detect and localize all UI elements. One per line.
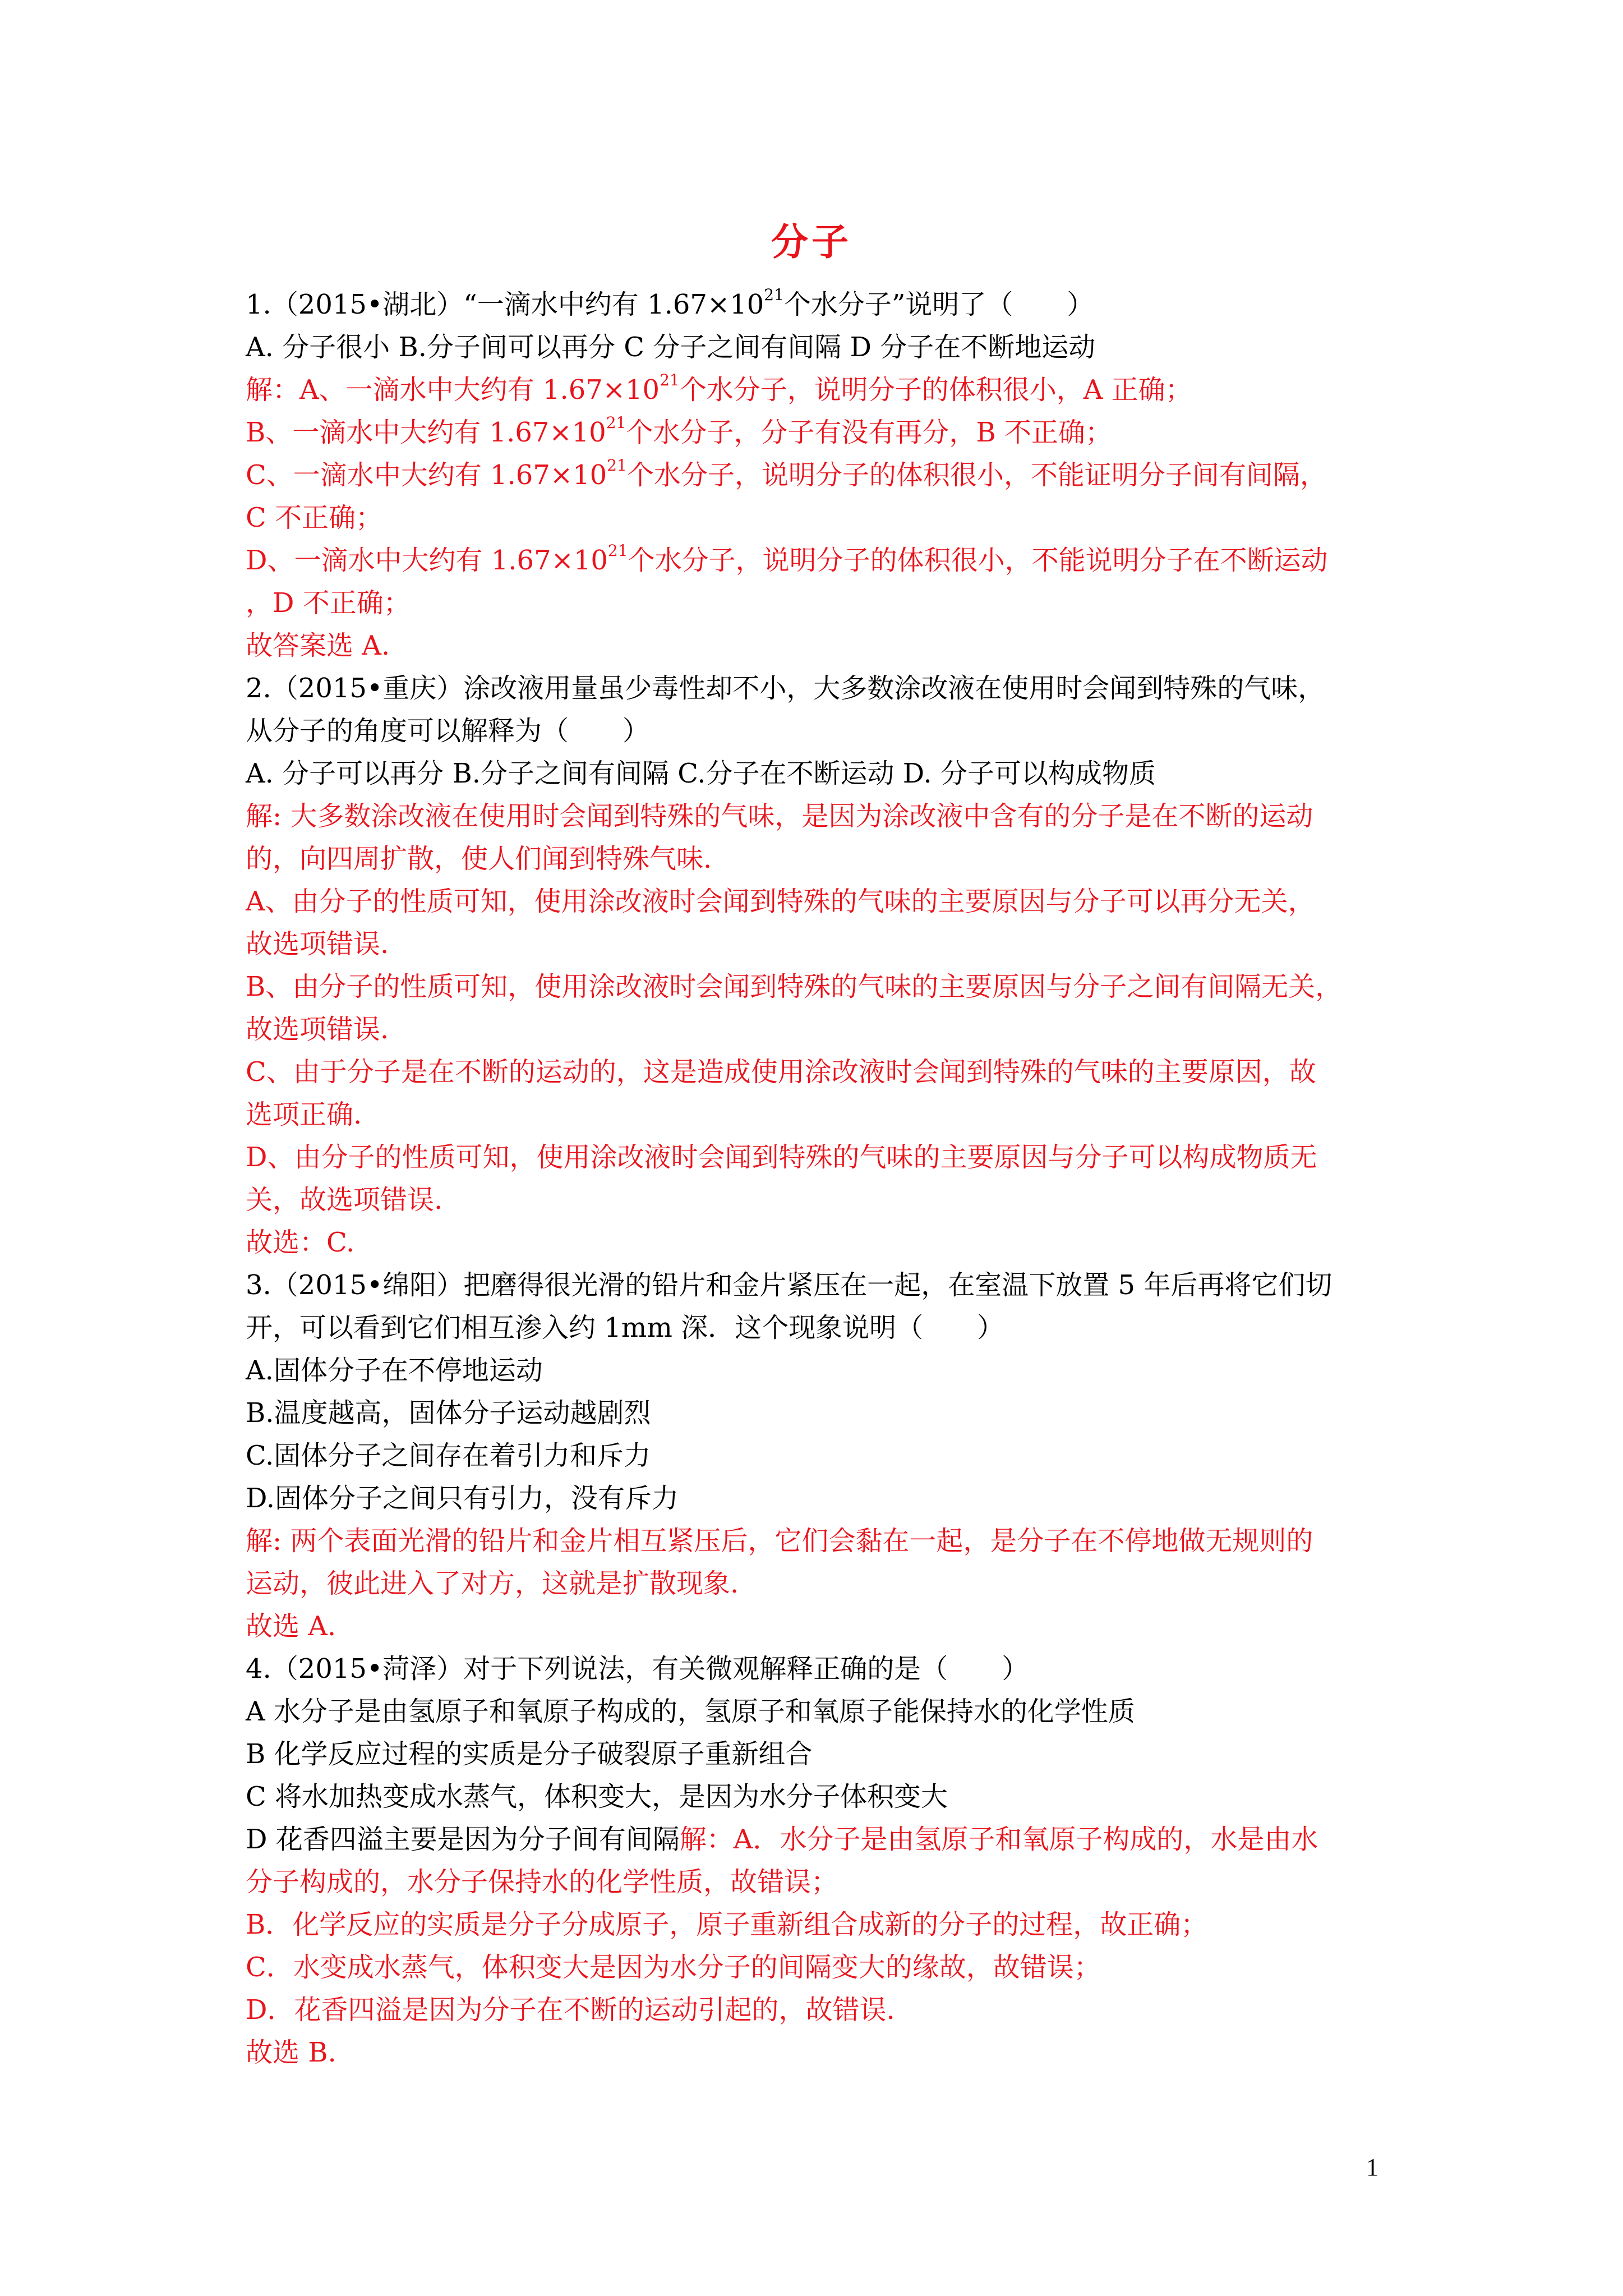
- text-line: [246, 1179, 1384, 1221]
- line-text: 2.（2015•重庆）涂改液用量虽少毒性却不小，大多数涂改液在使用时会闻到特殊的气味，: [246, 673, 1325, 704]
- text-line: [246, 1051, 1384, 1093]
- line-text-continued: 个水分子，说明分子的体积很小，不能说明分子在不断运动: [628, 545, 1328, 576]
- text-line: [246, 1008, 1384, 1051]
- line-text: C 不正确；: [246, 502, 382, 533]
- line-text: 分子构成的，水分子保持水的化学性质，故错误；: [246, 1866, 838, 1898]
- text-line: [246, 880, 1384, 923]
- line-text-continued: 个水分子，分子有没有再分，B 不正确；: [626, 417, 1112, 448]
- text-line: [246, 1306, 1384, 1349]
- text-line: [246, 923, 1384, 965]
- line-text: 故答案选 A.: [246, 630, 390, 661]
- line-text: 故选项错误.: [246, 1014, 389, 1045]
- text-line: [246, 326, 1384, 369]
- line-text: 4.（2015•菏泽）对于下列说法，有关微观解释正确的是（ ）: [246, 1653, 1029, 1685]
- text-line: [246, 283, 1384, 326]
- line-text: B、一滴水中大约有 1.67×10: [246, 417, 606, 448]
- line-text: 的，向四周扩散，使人们闻到特殊气味.: [246, 843, 712, 875]
- text-line: [246, 582, 1384, 624]
- exponent: 21: [764, 286, 784, 305]
- line-text: C.固体分子之间存在着引力和斥力: [246, 1440, 651, 1471]
- text-line: [246, 1648, 1384, 1690]
- text-line: [246, 795, 1384, 838]
- line-text: C、由于分子是在不断的运动的，这是造成使用涂改液时会闻到特殊的气味的主要原因，故: [246, 1056, 1316, 1088]
- text-line: [246, 838, 1384, 880]
- line-text: D.固体分子之间只有引力，没有斥力: [246, 1483, 679, 1514]
- line-text: A 水分子是由氢原子和氧原子构成的，氢原子和氧原子能保持水的化学性质: [246, 1696, 1135, 1727]
- line-text: 选项正确.: [246, 1099, 362, 1130]
- text-line: [246, 1434, 1384, 1477]
- text-line: [246, 1264, 1384, 1306]
- text-line: [246, 1946, 1384, 1989]
- line-text: 故选项错误.: [246, 928, 389, 960]
- text-line: [246, 1562, 1384, 1605]
- text-line: [246, 2031, 1384, 2074]
- text-line: [246, 539, 1384, 582]
- text-line: [246, 496, 1384, 539]
- line-text-continued: 个水分子，说明分子的体积很小，A 正确；: [679, 374, 1192, 406]
- exponent: 21: [607, 541, 628, 560]
- exponent: 21: [606, 413, 626, 432]
- text-line: [246, 710, 1384, 752]
- line-text: A. 分子可以再分 B.分子之间有间隔 C.分子在不断运动 D. 分子可以构成物质: [246, 758, 1156, 789]
- line-text: 从分子的角度可以解释为（ ）: [246, 715, 650, 747]
- text-line: [246, 1605, 1384, 1648]
- line-text: 开，可以看到它们相互渗入约 1mm 深．这个现象说明（ ）: [246, 1312, 1004, 1343]
- line-text-continued: 个水分子，说明分子的体积很小，不能证明分子间有间隔，: [626, 459, 1327, 491]
- line-text: D．花香四溢是因为分子在不断的运动引起的，故错误.: [246, 1994, 895, 2026]
- text-line: [246, 411, 1384, 454]
- line-text: D、一滴水中大约有 1.67×10: [246, 545, 608, 576]
- text-line: [246, 1818, 1384, 1861]
- text-line: [246, 454, 1384, 496]
- line-text: 解: 大多数涂改液在使用时会闻到特殊的气味，是因为涂改液中含有的分子是在不断的运动: [246, 800, 1313, 832]
- line-text: ，D 不正确；: [246, 587, 411, 619]
- line-text: 解：A、一滴水中大约有 1.67×10: [246, 374, 660, 406]
- text-line: [246, 1775, 1384, 1818]
- text-line: [246, 1861, 1384, 1903]
- line-text: 故选 B.: [246, 2037, 336, 2068]
- text-line: [246, 369, 1384, 411]
- text-line: [246, 1136, 1384, 1179]
- line-text: B.温度越高，固体分子运动越剧烈: [246, 1397, 651, 1429]
- line-text: B 化学反应过程的实质是分子破裂原子重新组合: [246, 1738, 813, 1770]
- text-line: [246, 752, 1384, 795]
- text-line: [246, 1392, 1384, 1434]
- line-text: 1.（2015•湖北）“一滴水中约有 1.67×10: [246, 289, 764, 320]
- line-text: D 花香四溢主要是因为分子间有间隔: [246, 1824, 680, 1855]
- document-body: [246, 283, 1384, 2074]
- line-text: C．水变成水蒸气，体积变大是因为水分子的间隔变大的缘故，故错误；: [246, 1952, 1101, 1983]
- text-line: [246, 1093, 1384, 1136]
- line-text: A. 分子很小 B.分子间可以再分 C 分子之间有间隔 D 分子在不断地运动: [246, 332, 1096, 363]
- line-text: A.固体分子在不停地运动: [246, 1355, 543, 1386]
- line-text: C、一滴水中大约有 1.67×10: [246, 459, 607, 491]
- text-line: [246, 1349, 1384, 1392]
- line-text: D、由分子的性质可知，使用涂改液时会闻到特殊的气味的主要原因与分子可以构成物质无: [246, 1142, 1317, 1173]
- text-line: [246, 1690, 1384, 1733]
- line-text: 故选：C.: [246, 1227, 355, 1258]
- line-text: 关，故选项错误.: [246, 1184, 443, 1216]
- line-text: 故选 A.: [246, 1611, 336, 1642]
- text-line: [246, 667, 1384, 710]
- line-text: B．化学反应的实质是分子分成原子，原子重新组合成新的分子的过程，故正确；: [246, 1909, 1208, 1940]
- exponent: 21: [660, 371, 680, 390]
- line-text: B、由分子的性质可知，使用涂改液时会闻到特殊的气味的主要原因与分子之间有间隔无关，: [246, 971, 1343, 1002]
- line-text: 运动，彼此进入了对方，这就是扩散现象.: [246, 1568, 739, 1599]
- text-line: [246, 1989, 1384, 2031]
- line-text: C 将水加热变成水蒸气，体积变大，是因为水分子体积变大: [246, 1781, 948, 1812]
- exponent: 21: [607, 456, 627, 475]
- text-line: [246, 1733, 1384, 1775]
- text-line: [246, 1520, 1384, 1562]
- page-title: 分子: [771, 220, 852, 264]
- line-text-continued: 个水分子”说明了（ ）: [783, 289, 1094, 320]
- text-line: [246, 1221, 1384, 1264]
- line-text: 解: 两个表面光滑的铅片和金片相互紧压后，它们会黏在一起，是分子在不停地做无规则的: [246, 1525, 1313, 1557]
- line-text: A、由分子的性质可知，使用涂改液时会闻到特殊的气味的主要原因与分子可以再分无关，: [246, 886, 1315, 917]
- text-line: [246, 1903, 1384, 1946]
- text-line: [246, 624, 1384, 667]
- text-line: [246, 1477, 1384, 1520]
- text-line: [246, 965, 1384, 1008]
- page-number: 1: [1366, 2154, 1378, 2181]
- line-text-continued: 解：A．水分子是由氢原子和氧原子构成的，水是由水: [679, 1824, 1318, 1855]
- line-text: 3.（2015•绵阳）把磨得很光滑的铅片和金片紧压在一起，在室温下放置 5 年后再将它们切: [246, 1269, 1332, 1301]
